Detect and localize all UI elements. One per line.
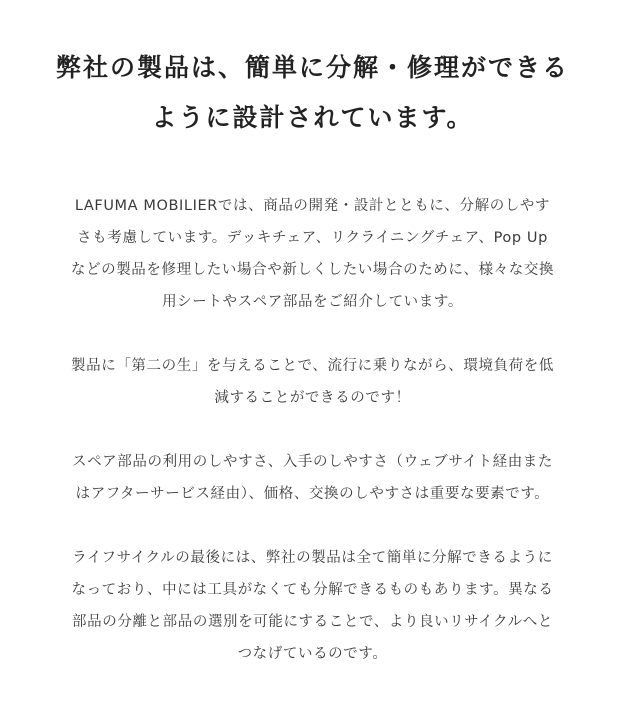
- heading-line: ように設計されています。: [151, 103, 474, 132]
- paragraph-line: はアフターサービス経由）、価格、交換のしやすさは重要な要素です。: [75, 486, 550, 502]
- paragraph-line: LAFUMA MOBILIERでは、商品の開発・設計とともに、分解のしやす: [74, 198, 551, 214]
- paragraph-line: 用シートやスペア部品をご紹介しています。: [162, 294, 463, 310]
- paragraph-line: ライフサイクルの最後には、弊社の製品は全て簡単に分解できるように: [72, 550, 553, 566]
- paragraph-line: 減することができるのです！: [214, 390, 411, 406]
- paragraph-spare-parts: [46, 446, 579, 510]
- heading-line: 弊社の製品は、簡単に分解・修理ができる: [55, 53, 569, 82]
- paragraph-line: などの製品を修理したい場合や新しくしたい場合のために、様々な交換: [70, 262, 555, 278]
- paragraph-line: スペア部品の利用のしやすさ、入手のしやすさ（ウェブサイト経由また: [71, 454, 554, 470]
- paragraph-line: つなげているのです。: [237, 646, 388, 662]
- paragraph-design: [46, 190, 579, 318]
- paragraph-line: 部品の分離と部品の選別を可能にすることで、より良いリサイクルへと: [72, 614, 553, 630]
- section-heading: [46, 0, 579, 143]
- paragraph-second-life: [46, 350, 579, 414]
- paragraph-line: さも考慮しています。デッキチェア、リクライニングチェア、Pop Up: [77, 230, 548, 246]
- paragraph-line: なっており、中には工具がなくても分解できるものもあります。異なる: [71, 582, 554, 598]
- body-text: [46, 190, 579, 670]
- paragraph-line: 製品に「第二の生」を与えることで、流行に乗りながら、環境負荷を低: [71, 358, 554, 374]
- paragraph-recycling: [46, 542, 579, 670]
